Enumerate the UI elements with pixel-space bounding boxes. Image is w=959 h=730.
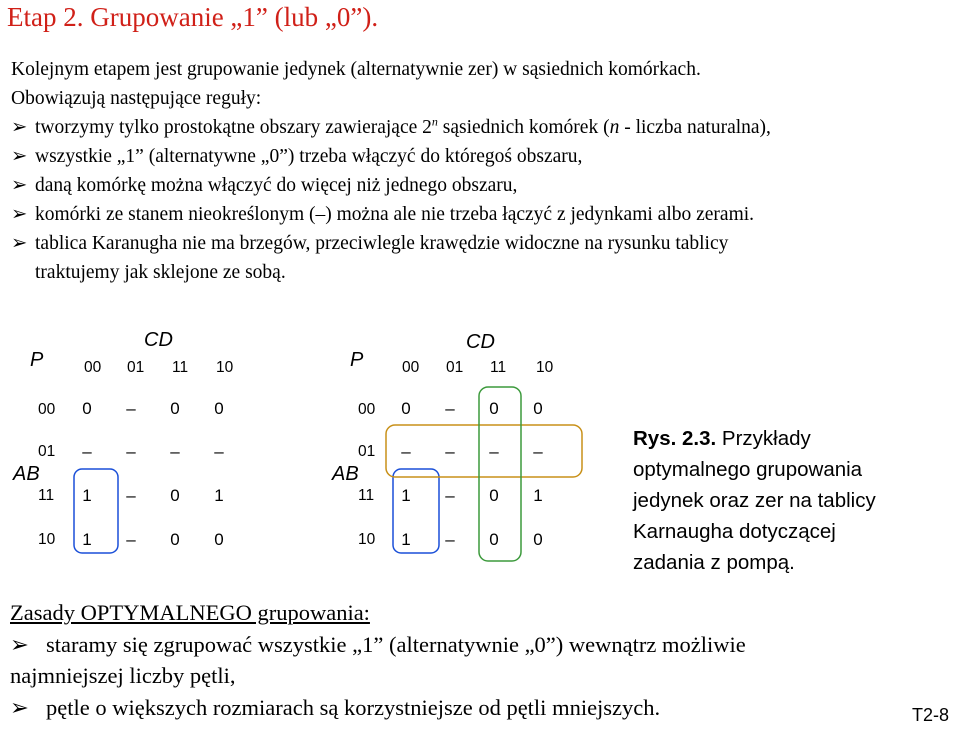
arrow-bullet-icon: ➢ [11, 233, 28, 254]
row-header: 10 [358, 531, 376, 548]
optimal-rule-1-continuation: najmniejszej liczby pętli, [10, 663, 236, 688]
arrow-bullet-icon: ➢ [10, 631, 29, 657]
karnaugh-map-2 [322, 325, 588, 583]
kmap-cell: – [445, 486, 455, 505]
kmap-cell: 0 [214, 399, 224, 418]
optimal-rule-2-text: pętle o większych rozmiarach są korzystniejsze od pętli mniejszych. [46, 694, 661, 720]
kmap-cell: 0 [170, 486, 180, 505]
kmap-cell: – [126, 530, 136, 549]
caption-figure-number: Rys. 2.3. [633, 427, 717, 450]
rule-1-text-b: sąsiednich komórek ( [437, 117, 610, 138]
kmap-cell: – [170, 442, 180, 461]
kmap-cell: 0 [401, 399, 411, 418]
rule-1-text-c: - liczba naturalna), [619, 117, 771, 138]
kmap-cell: – [401, 442, 411, 461]
rule-5-text: tablica Karanugha nie ma brzegów, przeciwlegle krawędzie widoczne na rysunku tablicy [35, 233, 729, 254]
kmap-cell: 0 [214, 530, 224, 549]
col-header: 00 [84, 359, 102, 376]
figure-caption [633, 423, 953, 578]
kmap-cell: – [445, 442, 455, 461]
row-header: 00 [358, 401, 376, 418]
rule-item-1 [11, 113, 956, 142]
kmap-cell: – [445, 530, 455, 549]
kmap-cell: 1 [82, 486, 92, 505]
col-header: 00 [402, 359, 420, 376]
arrow-bullet-icon: ➢ [10, 694, 29, 720]
kmap-cell: – [126, 486, 136, 505]
row-header: 00 [38, 401, 56, 418]
optimal-rule-1-text: staramy się zgrupować wszystkie „1” (alternatywnie „0”) wewnątrz możliwie [46, 631, 746, 657]
rule-3-text: daną komórkę można włączyć do więcej niż jednego obszaru, [35, 175, 518, 196]
caption-line: jedynek oraz zer na tablicy [633, 489, 876, 512]
rule-4-text: komórki ze stanem nieokreślonym (–) można ale nie trzeba łączyć z jedynkami albo zerami. [35, 204, 755, 225]
arrow-bullet-icon: ➢ [11, 117, 28, 138]
rules-header: Zasady OPTYMALNEGO grupowania: [10, 600, 370, 625]
row-header: 01 [38, 443, 56, 460]
intro-line-2: Obowiązują następujące reguły: [11, 88, 262, 109]
kmap-cell: 1 [82, 530, 92, 549]
var-ab-label: AB [332, 463, 359, 485]
caption-line: zadania z pompą. [633, 551, 795, 574]
optimal-grouping-rules [10, 597, 930, 723]
kmap-cell: 0 [489, 530, 499, 549]
arrow-bullet-icon: ➢ [11, 175, 28, 196]
kmap-cell: – [533, 442, 543, 461]
kmap-cell: 0 [533, 399, 543, 418]
rule-1-text-a: tworzymy tylko prostokątne obszary zawierające 2 [35, 117, 432, 138]
var-p-label: P [350, 349, 364, 371]
col-header: 01 [446, 359, 464, 376]
col-header: 01 [127, 359, 145, 376]
var-ab-label: AB [13, 463, 40, 485]
kmap-cell: – [126, 399, 136, 418]
col-header: 11 [490, 359, 507, 376]
rule-item-4 [11, 200, 956, 229]
kmap-cell: 0 [170, 530, 180, 549]
rule-2-text: wszystkie „1” (alternatywne „0”) trzeba włączyć do któregoś obszaru, [35, 146, 583, 167]
var-cd-label: CD [144, 329, 173, 351]
caption-text: Przykłady [721, 427, 811, 450]
caption-line: optymalnego grupowania [633, 458, 863, 481]
kmap-cell: 1 [401, 486, 411, 505]
kmap-cell: – [126, 442, 136, 461]
rule-1-variable: n [609, 117, 620, 138]
slide-title: Etap 2. Grupowanie „1” (lub „0”). [7, 2, 379, 32]
arrow-bullet-icon: ➢ [11, 204, 28, 225]
karnaugh-map-1 [10, 325, 276, 583]
page-number: T2-8 [912, 705, 950, 725]
rule-item-5 [11, 229, 956, 287]
var-p-label: P [30, 349, 44, 371]
kmap-cell: 0 [82, 399, 92, 418]
col-header: 11 [172, 359, 189, 376]
intro-section [11, 55, 956, 287]
optimal-rule-2 [10, 692, 930, 724]
optimal-rule-1 [10, 629, 930, 661]
rule-item-3 [11, 171, 956, 200]
col-header: 10 [536, 359, 554, 376]
kmap-cell: 0 [489, 399, 499, 418]
row-header: 01 [358, 443, 376, 460]
row-header: 10 [38, 531, 56, 548]
kmap-cell: 1 [533, 486, 543, 505]
kmap-cell: – [445, 399, 455, 418]
rule-5-continuation: traktujemy jak sklejone ze sobą. [35, 262, 286, 283]
kmap-cell: 0 [170, 399, 180, 418]
row-header: 11 [38, 487, 55, 504]
row-header: 11 [358, 487, 375, 504]
caption-line: Karnaugha dotyczącej [633, 520, 836, 543]
arrow-bullet-icon: ➢ [11, 146, 28, 167]
rule-item-2 [11, 142, 956, 171]
col-header: 10 [216, 359, 234, 376]
intro-line-1: Kolejnym etapem jest grupowanie jedynek (alternatywnie zer) w sąsiednich komórkach. [11, 59, 701, 80]
kmap-cell: 1 [214, 486, 224, 505]
var-cd-label: CD [466, 331, 495, 353]
kmap-cell: – [214, 442, 224, 461]
kmap-cell: 0 [533, 530, 543, 549]
kmap-cell: – [489, 442, 499, 461]
kmap-cell: 1 [401, 530, 411, 549]
kmap-cell: 0 [489, 486, 499, 505]
rule-1-superscript: n [431, 114, 438, 129]
kmap-cell: – [82, 442, 92, 461]
